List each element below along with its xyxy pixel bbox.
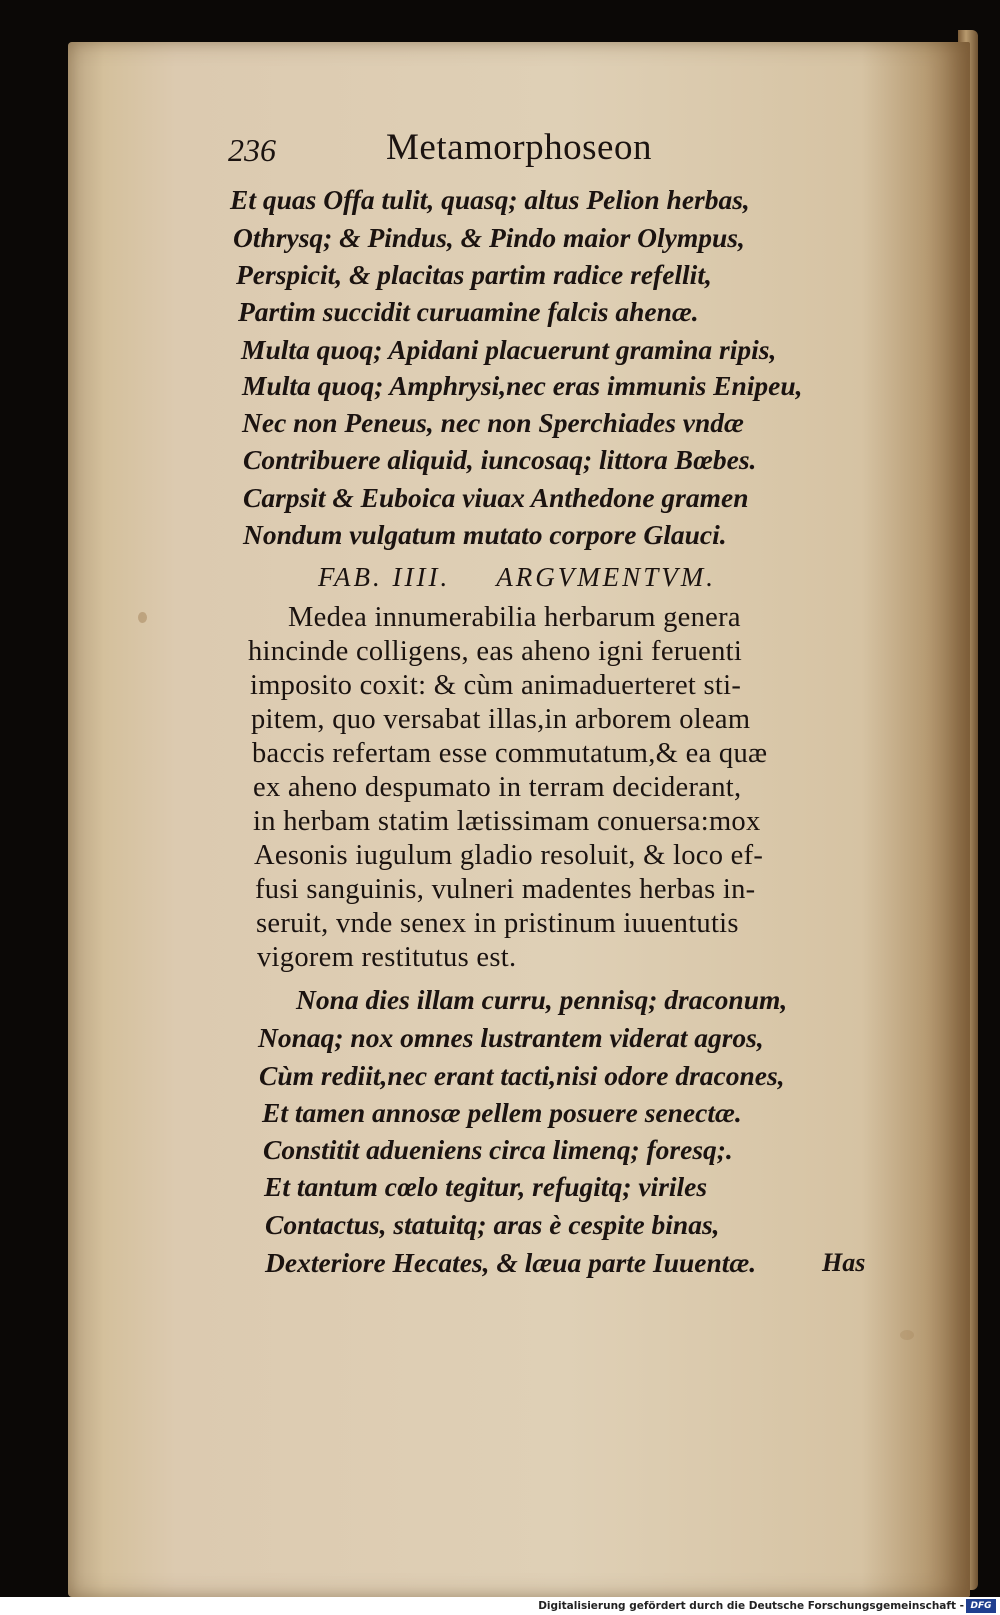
argument-line: in herbam statim lætissimam conuersa:mox <box>253 806 761 837</box>
verse-line: Carpsit & Euboica viuax Anthedone gramen <box>243 482 749 513</box>
argument-line: fusi sanguinis, vulneri madentes herbas in- <box>255 874 756 905</box>
fable-number: FAB. IIII. <box>318 562 451 592</box>
verse-line: Nona dies illam curru, pennisq; draconum, <box>296 984 788 1015</box>
dfg-logo: DFG <box>966 1599 996 1613</box>
verse-line: Contribuere aliquid, iuncosaq; littora Bœbes. <box>243 444 757 475</box>
argument-line: Medea innumerabilia herbarum genera <box>288 602 741 633</box>
argument-line: imposito coxit: & cùm animaduerteret sti- <box>250 670 742 701</box>
verse-line: Contactus, statuitq; aras è cespite binas, <box>265 1209 720 1240</box>
verse-line: Et quas Offa tulit, quasq; altus Pelion herbas, <box>230 184 750 215</box>
verse-line: Nonaq; nox omnes lustrantem viderat agros, <box>258 1022 764 1053</box>
verse-line: Et tantum cœlo tegitur, refugitq; viriles <box>264 1171 708 1202</box>
page-number: 236 <box>228 132 276 168</box>
argument-line: baccis refertam esse commutatum,& ea quæ <box>252 738 768 769</box>
verse-line: Multa quoq; Amphrysi,nec eras immunis Enipeu, <box>242 370 803 401</box>
verse-line: Nec non Peneus, nec non Sperchiades vndæ <box>242 407 744 438</box>
catchword: Has <box>822 1248 866 1277</box>
argument-line: ex aheno despumato in terram deciderant, <box>253 772 742 803</box>
argument-line: seruit, vnde senex in pristinum iuuentutis <box>256 908 739 939</box>
verse-line: Et tamen annosæ pellem posuere senectæ. <box>262 1097 742 1128</box>
argument-line: hincinde colligens, eas aheno igni feruenti <box>248 636 743 667</box>
argument-line: vigorem restitutus est. <box>257 942 517 973</box>
verse-line: Nondum vulgatum mutato corpore Glauci. <box>243 519 727 550</box>
running-title: Metamorphoseon <box>386 127 652 168</box>
running-head <box>228 126 868 176</box>
verse-line: Perspicit, & placitas partim radice refellit, <box>236 259 712 290</box>
verse-line: Cùm rediit,nec erant tacti,nisi odore dracones, <box>259 1060 785 1091</box>
verse-line: Multa quoq; Apidani placuerunt gramina ripis, <box>241 334 777 365</box>
paper-stain <box>900 1330 914 1340</box>
paper-stain <box>138 612 147 623</box>
verse-line: Constitit adueniens circa limenq; foresq;. <box>263 1134 733 1165</box>
verse-line: Dexteriore Hecates, & læua parte Iuuentæ. <box>265 1247 757 1278</box>
verse-line: Othrysq; & Pindus, & Pindo maior Olympus, <box>233 222 745 253</box>
argument-line: Aesonis iugulum gladio resoluit, & loco ef- <box>254 840 764 871</box>
verse-line: Partim succidit curuamine falcis ahenæ. <box>238 296 699 327</box>
fable-heading <box>318 562 716 593</box>
argument-line: pitem, quo versabat illas,in arborem oleam <box>251 704 751 735</box>
argument-title: ARGVMENTVM. <box>496 562 716 592</box>
digitization-credit: Digitalisierung gefördert durch die Deutsche Forschungsgemeinschaft - <box>538 1600 964 1612</box>
